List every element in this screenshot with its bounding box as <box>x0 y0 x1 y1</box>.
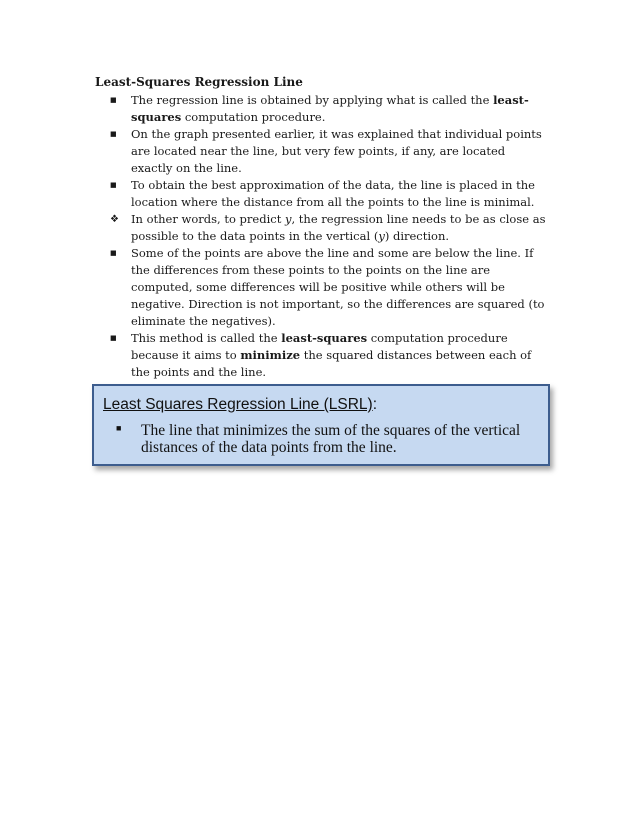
definition-title <box>103 396 377 414</box>
definition-title-text: Least Squares Regression Line (LSRL) <box>103 396 373 413</box>
bullet-list <box>110 92 550 381</box>
bullet-text: ) direction. <box>384 229 450 243</box>
definition-list <box>116 422 528 456</box>
definition-text: The line that minimizes the sum of the squares of the vertical distances of the data points from the line. <box>141 422 521 456</box>
section-heading: Least-Squares Regression Line <box>95 75 303 89</box>
bullet-text: Some of the points are above the line and some are below the line. If the differences from these points to the points on the line are computed, some differences will be positive while others will be negative. Direction is not important, so the differences are squared (to eliminate the negatives). <box>131 246 545 328</box>
bullet-text: This method is called the <box>131 331 282 345</box>
square-bullet-icon: ■ <box>116 423 122 433</box>
square-bullet-icon: ■ <box>110 334 117 342</box>
bullet-variable: y <box>284 212 292 226</box>
bullet-emphasis: least-squares <box>281 331 368 345</box>
definition-title-colon: : <box>372 396 377 413</box>
square-bullet-icon: ■ <box>110 181 117 189</box>
list-item <box>110 92 550 126</box>
list-item <box>110 330 550 381</box>
bullet-text: computation procedure. <box>181 110 326 124</box>
list-item <box>110 211 550 245</box>
bullet-text: computation procedure because it aims to <box>131 331 508 362</box>
bullet-text: To obtain the best approximation of the data, the line is placed in the location where the distance from all the points to the line is minimal. <box>131 178 535 209</box>
bullet-text: In other words, to predict <box>131 212 285 226</box>
square-bullet-icon: ■ <box>110 249 117 257</box>
diamond-bullet-icon: ❖ <box>110 214 119 225</box>
bullet-text: , the regression line needs to be as close as possible to the data points in the vertical ( <box>131 212 546 243</box>
list-item <box>116 422 528 456</box>
bullet-text: The regression line is obtained by applying what is called the <box>131 93 494 107</box>
bullet-variable: y <box>378 229 385 243</box>
definition-box <box>92 384 550 466</box>
bullet-text: the squared distances between each of the points and the line. <box>131 348 532 379</box>
square-bullet-icon: ■ <box>110 130 117 138</box>
bullet-emphasis: minimize <box>240 348 301 362</box>
list-item <box>110 245 550 330</box>
bullet-text: On the graph presented earlier, it was explained that individual points are located near the line, but very few points, if any, are located exactly on the line. <box>131 127 542 175</box>
list-item <box>110 126 550 177</box>
bullet-emphasis: least-squares <box>131 93 529 124</box>
list-item <box>110 177 550 211</box>
square-bullet-icon: ■ <box>110 96 117 104</box>
